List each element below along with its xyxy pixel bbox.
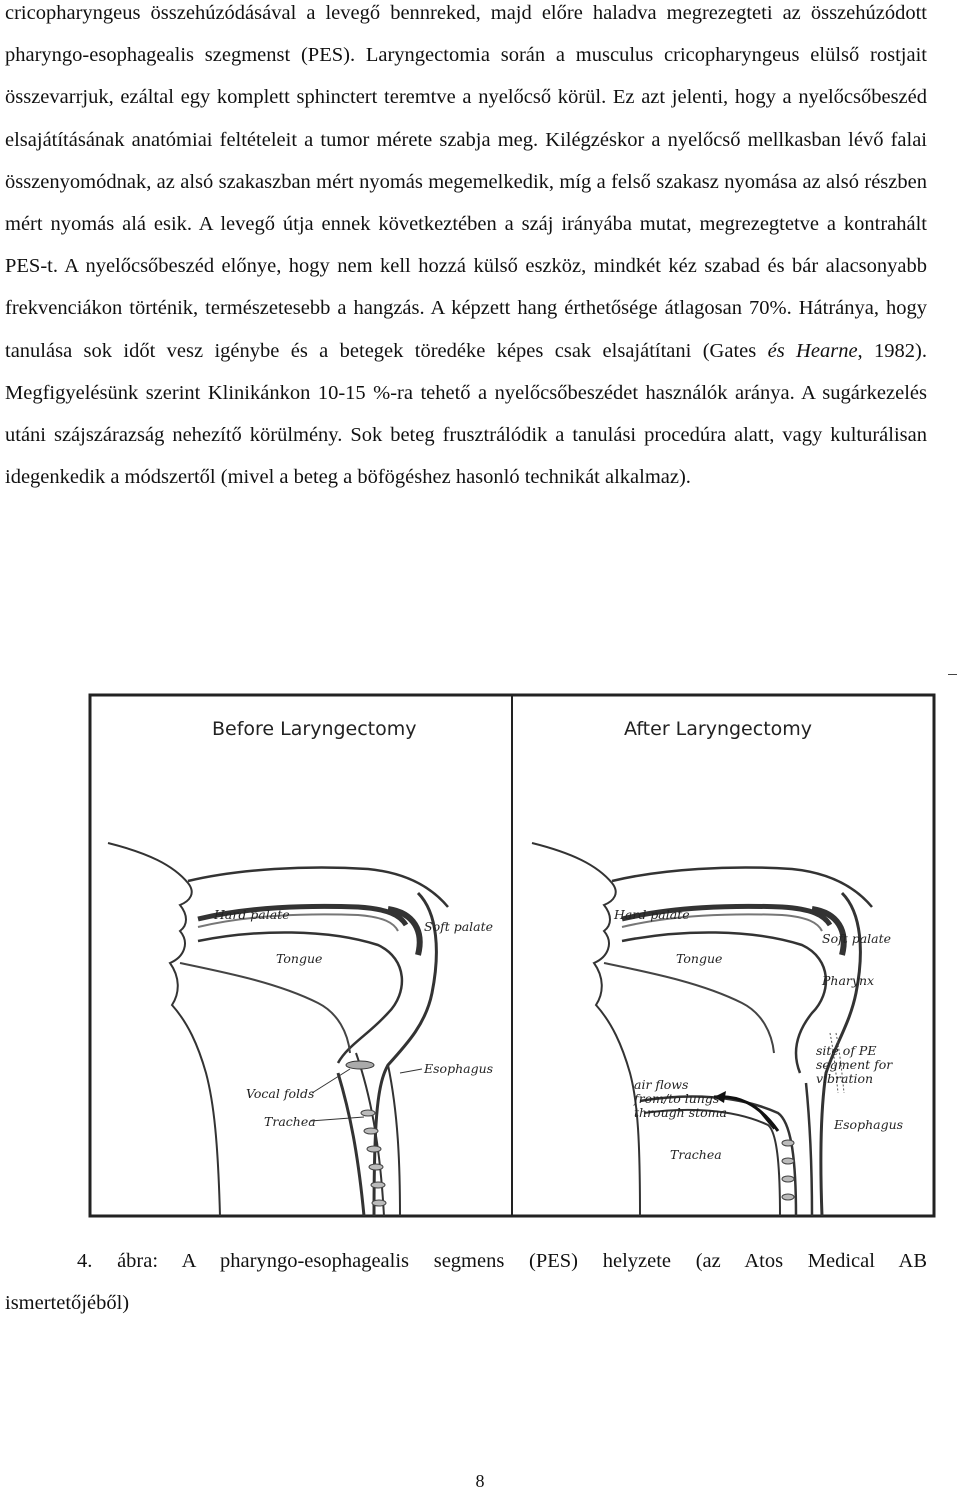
after-label-pe-3: vibration (816, 1071, 874, 1086)
after-label-hard-palate: Hard palate (614, 907, 690, 922)
after-label-pe-1: site of PE (816, 1043, 877, 1058)
before-label-hard-palate: Hard palate (214, 907, 290, 922)
before-label-esophagus: Esophagus (424, 1061, 494, 1076)
after-title: After Laryngectomy (624, 718, 813, 740)
laryngectomy-figure (88, 693, 936, 1218)
body-paragraph (5, 0, 927, 498)
before-label-vocal-folds: Vocal folds (246, 1086, 315, 1101)
before-label-tongue: Tongue (276, 951, 323, 966)
after-label-esophagus: Esophagus (834, 1117, 904, 1132)
before-vocal-folds (346, 1061, 374, 1069)
after-label-air-3: through stoma (634, 1105, 727, 1120)
paragraph-citation-italic: és Hearne (767, 339, 858, 362)
after-label-air-2: from/to lungs (634, 1091, 720, 1106)
before-label-trachea: Trachea (264, 1114, 316, 1129)
paragraph-text-2: , 1982). Megfigyelésünk szerint Klinikánkon 10-15 %-ra tehető a nyelőcsőbeszédet használók aránya. A sugárkezelés utáni szájszárazság nehezítő körülmény. Sok beteg frusztrálódik a tanulási procedúra alatt, vagy kulturálisan idegenkedik a módszertől (mivel a beteg a böfögéshez hasonló technikát alkalmaz). (5, 339, 927, 489)
after-label-pharynx: Pharynx (822, 973, 875, 988)
paragraph-text-1: cricopharyngeus összehúzódásával a levegő bennreked, majd előre haladva megrezegteti az összehúzódott pharyngo-esophagealis szegmenst (PES). Laryngectomia során a musculus cricopharyngeus elülső rostjait összevarrjuk, ezáltal egy komplett sphinctert teremtve a nyelőcső körül. Ez azt jelenti, hogy a nyelőcsőbeszéd elsajátításának anatómiai feltételeit a tumor mérete szabja meg. Kilégzéskor a nyelőcső mellkasban lévő falai összenyomódnak, az alsó szakaszban mért nyomás megemelkedik, míg a felső szakasz nyomása az alsó részben mért nyomás alá esik. A levegő útja ennek következtében a száj irányába mutat, megrezegtetve a kontrahált PES-t. A nyelőcsőbeszéd előnye, hogy nem kell hozzá külső eszköz, mindkét kéz szabad és bár alacsonyabb frekvenciákon történik, természetesebb a hangzás. A képzett hang érthetősége átlagosan 70%. Hátránya, hogy tanulása sok időt vesz igénybe és a betegek töredéke képes csak elsajátítani (Gates (5, 2, 927, 362)
caption-line-1: 4. ábra: A pharyngo-esophagealis segmens (PES) helyzete (az Atos Medical AB (77, 1250, 927, 1272)
before-label-soft-palate: Soft palate (424, 919, 494, 934)
caption-line-2: ismertetőjéből) (5, 1292, 130, 1314)
figure-caption (5, 1240, 927, 1324)
after-label-soft-palate: Soft palate (822, 931, 892, 946)
after-label-air-1: air flows (634, 1077, 689, 1092)
after-label-pe-2: segment for (816, 1057, 893, 1072)
after-label-trachea: Trachea (670, 1147, 722, 1162)
after-label-tongue: Tongue (676, 951, 723, 966)
before-title: Before Laryngectomy (212, 718, 417, 740)
margin-mark (948, 674, 957, 675)
page-number: 8 (475, 1471, 485, 1491)
